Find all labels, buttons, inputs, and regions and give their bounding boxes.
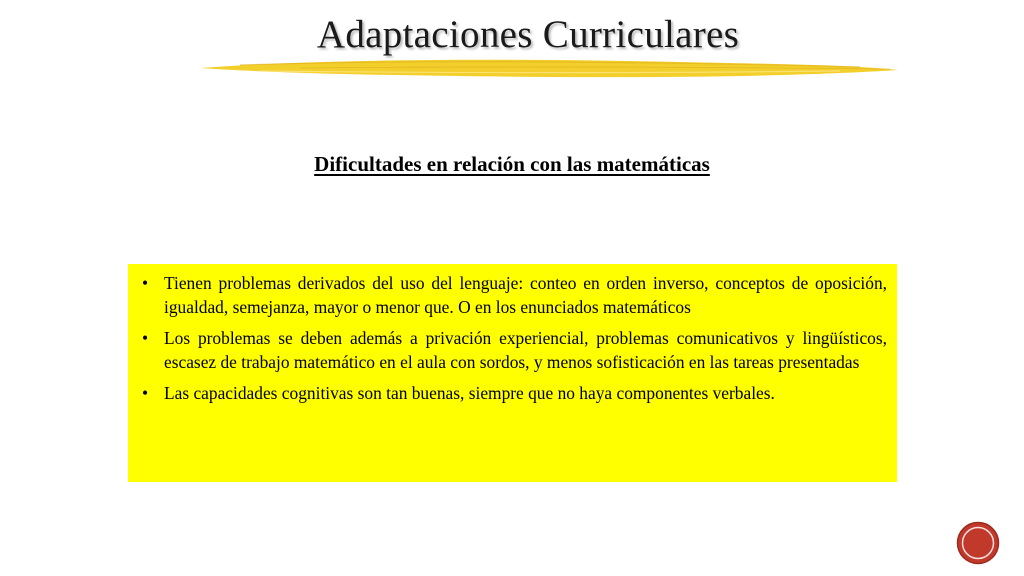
list-item: [136, 327, 887, 374]
bullet-list: [136, 272, 887, 406]
section-heading: Dificultades en relación con las matemáticas: [314, 152, 710, 176]
bullet-icon: •: [142, 273, 149, 293]
list-item: [136, 272, 887, 319]
list-item-text: Tienen problemas derivados del uso del lenguaje: conteo en orden inverso, conceptos de oposición, igualdad, semejanza, mayor o menor que. O en los enunciados matemáticos: [164, 273, 887, 317]
brush-stroke-decoration: [200, 56, 900, 82]
slide-number-badge-icon[interactable]: [956, 521, 1000, 565]
bullet-icon: •: [142, 383, 149, 403]
slide-title: Adaptaciones Curriculares: [316, 13, 740, 56]
highlighted-content-box: [128, 264, 897, 482]
bullet-icon: •: [142, 328, 149, 348]
list-item-text: Las capacidades cognitivas son tan buenas, siempre que no haya componentes verbales.: [164, 383, 775, 403]
list-item: [136, 382, 887, 406]
list-item-text: Los problemas se deben además a privación experiencial, problemas comunicativos y lingüísticos, escasez de trabajo matemático en el aula con sordos, y menos sofisticación en las tareas presentadas: [164, 328, 887, 372]
